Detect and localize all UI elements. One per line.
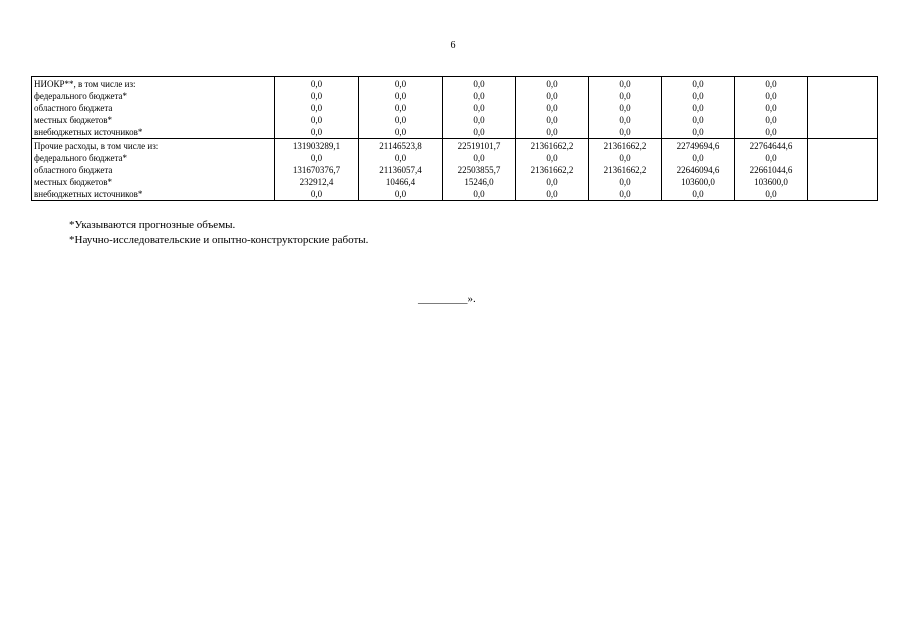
value-cell bbox=[516, 77, 589, 139]
cell-value: 0,0 bbox=[765, 91, 777, 101]
row-labels bbox=[32, 77, 275, 139]
cell-value: 0,0 bbox=[765, 115, 777, 125]
budget-table bbox=[31, 76, 878, 201]
cell-value: 0,0 bbox=[619, 79, 631, 89]
cell-value: 0,0 bbox=[692, 115, 704, 125]
cell-value: 22646094,6 bbox=[676, 165, 720, 175]
cell-value: 22519101,7 bbox=[457, 141, 501, 151]
cell-value: 0,0 bbox=[546, 127, 558, 137]
cell-value: 22764644,6 bbox=[749, 141, 793, 151]
cell-value: 0,0 bbox=[394, 103, 407, 113]
footnotes bbox=[69, 218, 368, 248]
cell-value: 0,0 bbox=[765, 153, 777, 163]
cell-value: 0,0 bbox=[394, 127, 407, 137]
cell-value: 0,0 bbox=[546, 115, 558, 125]
cell-value: 0,0 bbox=[692, 153, 704, 163]
cell-value: 0,0 bbox=[765, 127, 777, 137]
row-label: федерального бюджета* bbox=[34, 91, 128, 101]
cell-value: 0,0 bbox=[619, 189, 631, 199]
cell-value: 0,0 bbox=[765, 79, 777, 89]
cell-value: 10466,4 bbox=[385, 177, 416, 187]
cell-value: 21361662,2 bbox=[530, 165, 574, 175]
cell-value: 0,0 bbox=[692, 189, 704, 199]
value-cell bbox=[359, 77, 443, 139]
cell-value: 21361662,2 bbox=[603, 165, 647, 175]
cell-value: 0,0 bbox=[394, 79, 407, 89]
row-label: НИОКР**, в том числе из: bbox=[34, 79, 136, 89]
row-label: областного бюджета bbox=[34, 103, 113, 113]
value-cell bbox=[443, 77, 516, 139]
cell-value: 103600,0 bbox=[681, 177, 715, 187]
cell-value: 0,0 bbox=[619, 177, 631, 187]
cell-value: 0,0 bbox=[394, 189, 407, 199]
cell-value: 0,0 bbox=[619, 153, 631, 163]
cell-value: 0,0 bbox=[473, 103, 485, 113]
table-row-other-expenses bbox=[32, 139, 878, 201]
cell-value: 22661044,6 bbox=[749, 165, 793, 175]
cell-value: 0,0 bbox=[546, 91, 558, 101]
cell-value: 0,0 bbox=[473, 189, 485, 199]
cell-value: 0,0 bbox=[619, 103, 631, 113]
closing-mark: _________». bbox=[418, 293, 476, 305]
cell-value: 0,0 bbox=[310, 115, 323, 125]
cell-value: 21361662,2 bbox=[530, 141, 574, 151]
cell-value: 0,0 bbox=[310, 127, 323, 137]
cell-value: 0,0 bbox=[692, 103, 704, 113]
cell-value: 0,0 bbox=[546, 103, 558, 113]
value-cell bbox=[275, 77, 359, 139]
value-cell bbox=[516, 139, 589, 201]
row-label: федерального бюджета* bbox=[34, 153, 128, 163]
row-label: Прочие расходы, в том числе из: bbox=[34, 141, 159, 151]
cell-value: 0,0 bbox=[765, 189, 777, 199]
cell-value: 0,0 bbox=[619, 91, 631, 101]
cell-value: 0,0 bbox=[546, 189, 558, 199]
value-cell bbox=[589, 77, 662, 139]
row-label: областного бюджета bbox=[34, 165, 113, 175]
value-cell bbox=[735, 139, 808, 201]
cell-value: 0,0 bbox=[310, 91, 323, 101]
cell-value: 0,0 bbox=[692, 127, 704, 137]
cell-value: 0,0 bbox=[546, 79, 558, 89]
row-labels bbox=[32, 139, 275, 201]
cell-value: 0,0 bbox=[473, 153, 485, 163]
cell-value: 0,0 bbox=[619, 127, 631, 137]
value-cell bbox=[662, 77, 735, 139]
cell-value: 0,0 bbox=[310, 79, 323, 89]
cell-value: 0,0 bbox=[619, 115, 631, 125]
value-cell bbox=[275, 139, 359, 201]
cell-value: 0,0 bbox=[546, 177, 558, 187]
cell-value: 0,0 bbox=[692, 79, 704, 89]
cell-value: 0,0 bbox=[394, 91, 407, 101]
cell-value: 0,0 bbox=[692, 91, 704, 101]
value-cell bbox=[735, 77, 808, 139]
footnote-forecast: *Указываются прогнозные объемы. bbox=[69, 219, 236, 231]
cell-value: 0,0 bbox=[310, 103, 323, 113]
value-cell bbox=[359, 139, 443, 201]
page-number: 6 bbox=[450, 40, 456, 51]
cell-value: 21136057,4 bbox=[379, 165, 422, 175]
cell-value: 0,0 bbox=[310, 153, 323, 163]
cell-value: 22749694,6 bbox=[676, 141, 720, 151]
row-label: местных бюджетов* bbox=[34, 177, 113, 187]
cell-value: 0,0 bbox=[473, 127, 485, 137]
empty-cell bbox=[808, 139, 878, 201]
cell-value: 131670376,7 bbox=[292, 165, 341, 175]
cell-value: 0,0 bbox=[473, 91, 485, 101]
value-cell bbox=[443, 139, 516, 201]
cell-value: 0,0 bbox=[546, 153, 558, 163]
footnote-niokr: *Научно-исследовательские и опытно-конструкторские работы. bbox=[69, 234, 369, 246]
value-cell bbox=[662, 139, 735, 201]
cell-value: 232912,4 bbox=[299, 177, 334, 187]
row-label: местных бюджетов* bbox=[34, 115, 113, 125]
cell-value: 22503855,7 bbox=[457, 165, 501, 175]
cell-value: 0,0 bbox=[394, 115, 407, 125]
row-label: внебюджетных источников* bbox=[34, 189, 143, 199]
cell-value: 103600,0 bbox=[754, 177, 788, 187]
cell-value: 0,0 bbox=[473, 79, 485, 89]
cell-value: 0,0 bbox=[765, 103, 777, 113]
cell-value: 131903289,1 bbox=[292, 141, 341, 151]
cell-value: 15246,0 bbox=[464, 177, 494, 187]
table-row-niokr bbox=[32, 77, 878, 139]
cell-value: 0,0 bbox=[473, 115, 485, 125]
cell-value: 0,0 bbox=[394, 153, 407, 163]
row-label: внебюджетных источников* bbox=[34, 127, 143, 137]
cell-value: 21361662,2 bbox=[603, 141, 647, 151]
empty-cell bbox=[808, 77, 878, 139]
cell-value: 0,0 bbox=[310, 189, 323, 199]
cell-value: 21146523,8 bbox=[379, 141, 422, 151]
value-cell bbox=[589, 139, 662, 201]
